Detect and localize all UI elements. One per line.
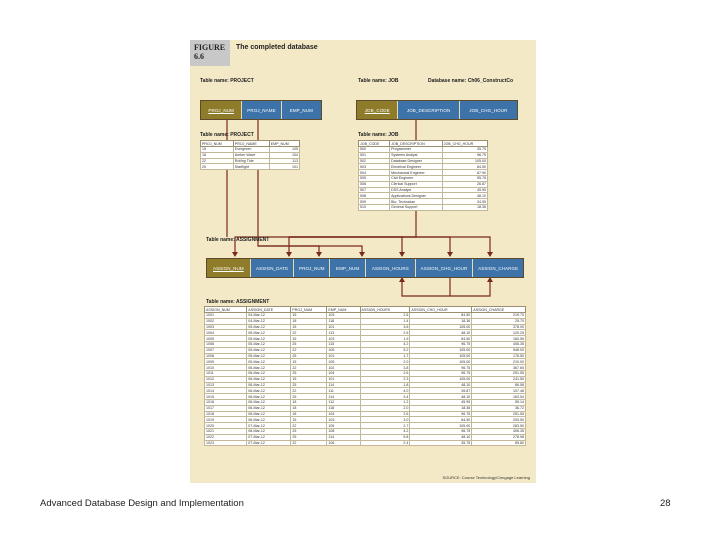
figure-label: FIGURE 6.6 (190, 40, 230, 66)
table-cell: 84.50 (410, 417, 472, 423)
table-cell: 504 (359, 170, 390, 176)
assignment-col-header: ASSIGN_CHARGE (472, 307, 526, 313)
table-cell: 1005 (205, 336, 247, 342)
table-cell: 05-Mar-12 (247, 336, 291, 342)
table-cell: 1009 (205, 359, 247, 365)
table-cell: Database Designer (390, 158, 443, 164)
table-cell: 48.10 (442, 193, 487, 199)
table-cell: 22 (291, 440, 327, 446)
table-cell: 22 (291, 388, 327, 394)
table-cell: 15 (291, 313, 327, 319)
table-cell: 15 (291, 417, 327, 423)
table-cell: 241.50 (472, 376, 526, 382)
table-cell: 104 (269, 152, 299, 158)
table-cell: 500 (359, 147, 390, 153)
job-table (358, 140, 488, 211)
table-cell: 114 (327, 394, 360, 400)
table-cell: 406.35 (472, 428, 526, 434)
table-cell: Amber Wave (233, 152, 269, 158)
table-cell: Civil Engineer (390, 175, 443, 181)
assignment-col-header: ASSIGN_DATE (247, 307, 291, 313)
table-cell: 96.75 (410, 428, 472, 434)
table-cell: 507 (359, 187, 390, 193)
table-cell: 1023 (205, 440, 247, 446)
assignment-key-assign-hours: ASSIGN_HOURS (366, 259, 416, 277)
table-cell: 1001 (205, 313, 247, 319)
table-cell: 178.50 (472, 353, 526, 359)
table-cell: 505 (359, 175, 390, 181)
table-cell: 96.75 (410, 411, 472, 417)
table-cell: 1011 (205, 370, 247, 376)
table-cell: 4.0 (360, 388, 410, 394)
table-cell: 105.00 (410, 324, 472, 330)
table-cell: 25 (291, 382, 327, 388)
table-cell: 18 (201, 152, 234, 158)
link-project-to-assignment-emp (258, 246, 362, 256)
table-cell: 3.8 (360, 365, 410, 371)
assignment-col-header: ASSIGN_CHG_HOUR (410, 307, 472, 313)
assignment-table (204, 306, 526, 446)
table-cell: 103 (327, 417, 360, 423)
table-cell: 104 (327, 370, 360, 376)
assignment-col-header: EMP_NUM (327, 307, 360, 313)
table-cell: 101 (327, 376, 360, 382)
project-key-proj-num: PROJ_NUM (201, 101, 242, 119)
assignment-col-header: PROJ_NUM (291, 307, 327, 313)
table-cell: 06-Mar-12 (247, 382, 291, 388)
table-cell: 510 (359, 204, 390, 210)
table-cell: 1015 (205, 394, 247, 400)
job-col-header: JOB_DESCRIPTION (390, 141, 443, 147)
table-cell: 3.6 (360, 324, 410, 330)
table-cell: 105 (327, 423, 360, 429)
assignment-key-proj-num: PROJ_NUM (294, 259, 330, 277)
table-cell: 5.2 (360, 347, 410, 353)
table-cell: 84.50 (410, 336, 472, 342)
table-cell: 251.55 (472, 411, 526, 417)
table-cell: 105.00 (410, 353, 472, 359)
table-cell: 2.0 (360, 405, 410, 411)
project-table-caption: Table name: PROJECT (200, 132, 254, 138)
table-cell: 406.35 (472, 341, 526, 347)
table-cell: 22 (291, 423, 327, 429)
table-cell: 219.70 (472, 313, 526, 319)
table-cell: 35.75 (410, 440, 472, 446)
table-cell: 04-Mar-12 (247, 313, 291, 319)
table-cell: 08-Mar-12 (247, 428, 291, 434)
table-cell: 1020 (205, 423, 247, 429)
table-cell: 163.54 (472, 394, 526, 400)
assignment-key-assign-date: ASSIGN_DATE (251, 259, 295, 277)
table-cell: 1006 (205, 341, 247, 347)
table-cell: 114 (327, 434, 360, 440)
table-cell: 1002 (205, 318, 247, 324)
table-cell: 251.55 (472, 370, 526, 376)
table-cell: 105.00 (410, 347, 472, 353)
table-cell: 05-Mar-12 (247, 324, 291, 330)
table-cell: 06-Mar-12 (247, 376, 291, 382)
table-cell: General Support (390, 204, 443, 210)
assignment-table-caption: Table name: ASSIGNMENT (206, 299, 270, 305)
table-cell: 67.90 (442, 170, 487, 176)
table-cell: 96.75 (410, 370, 472, 376)
table-cell: 501 (359, 152, 390, 158)
table-cell: 3.0 (360, 417, 410, 423)
table-cell: 05-Mar-12 (247, 347, 291, 353)
table-cell: Clerical Support (390, 181, 443, 187)
table-cell: 26.87 (410, 388, 472, 394)
table-cell: 26.87 (442, 181, 487, 187)
table-cell: 113 (269, 158, 299, 164)
table-cell: 25.70 (472, 318, 526, 324)
table-cell: 07-Mar-12 (247, 440, 291, 446)
table-cell: Evergreen (233, 147, 269, 153)
table-cell: 15 (291, 336, 327, 342)
table-cell: 502 (359, 158, 390, 164)
job-table-caption: Table name: JOB (358, 132, 399, 138)
table-cell: 06-Mar-12 (247, 417, 291, 423)
table-cell: 105 (269, 147, 299, 153)
table-cell: 04-Mar-12 (247, 318, 291, 324)
table-cell: 105 (327, 359, 360, 365)
table-cell: 85.80 (472, 440, 526, 446)
job-col-header: JOB_CHG_HOUR (442, 141, 487, 147)
table-cell: 15 (201, 147, 234, 153)
project-table (200, 140, 300, 170)
table-cell: Bio. Technician (390, 199, 443, 205)
table-cell: 114 (327, 382, 360, 388)
table-cell: 2.6 (360, 313, 410, 319)
table-cell: 22 (201, 158, 234, 164)
table-cell: Starflight (233, 164, 269, 170)
project-key-proj-name: PROJ_NAME (242, 101, 281, 119)
table-cell: 45.95 (410, 399, 472, 405)
table-cell: 2.3 (360, 376, 410, 382)
table-cell: 1012 (205, 376, 247, 382)
table-cell: 96.75 (410, 365, 472, 371)
table-cell: Systems Analyst (390, 152, 443, 158)
table-cell: 45.95 (442, 187, 487, 193)
table-cell: 96.75 (410, 341, 472, 347)
table-cell: 06-Mar-12 (247, 405, 291, 411)
table-cell: 84.50 (442, 164, 487, 170)
table-cell: 18 (291, 318, 327, 324)
table-cell: 1004 (205, 330, 247, 336)
table-cell: 118 (327, 318, 360, 324)
table-cell: 1010 (205, 365, 247, 371)
table-cell: 25 (291, 370, 327, 376)
table-cell: 06-Mar-12 (247, 411, 291, 417)
table-cell: 06-Mar-12 (247, 394, 291, 400)
assignment-key-emp-num: EMP_NUM (330, 259, 366, 277)
table-cell: 25 (201, 164, 234, 170)
table-cell: 96.75 (442, 152, 487, 158)
table-cell: 55.78 (442, 175, 487, 181)
table-cell: 1.8 (360, 382, 410, 388)
table-cell: Applications Designer (390, 193, 443, 199)
assignment-schema-caption: Table name: ASSIGNMENT (206, 237, 270, 243)
table-cell: 18.36 (442, 204, 487, 210)
table-cell: Electrical Engineer (390, 164, 443, 170)
table-cell: 105.00 (442, 158, 487, 164)
project-key-emp-num: EMP_NUM (282, 101, 321, 119)
table-cell: 22 (291, 365, 327, 371)
table-cell: 05-Mar-12 (247, 353, 291, 359)
table-row (205, 440, 526, 446)
table-cell: 2.4 (360, 440, 410, 446)
table-cell: 25 (291, 434, 327, 440)
table-cell: 278.98 (472, 434, 526, 440)
table-cell: 506 (359, 181, 390, 187)
table-cell: 15 (291, 376, 327, 382)
table-cell: 1008 (205, 353, 247, 359)
table-cell: 35.75 (442, 147, 487, 153)
table-cell: 48.10 (410, 394, 472, 400)
table-cell: 05-Mar-12 (247, 359, 291, 365)
table-cell: 2.0 (360, 359, 410, 365)
table-cell: 1017 (205, 405, 247, 411)
table-cell: 503 (359, 164, 390, 170)
project-col-header: EMP_NUM (269, 141, 299, 147)
table-cell: 102 (327, 365, 360, 371)
assignment-col-header: ASSIGN_NUM (205, 307, 247, 313)
table-cell: 1014 (205, 388, 247, 394)
table-cell: 84.50 (410, 313, 472, 319)
table-cell: 283.50 (472, 423, 526, 429)
table-cell: 1013 (205, 382, 247, 388)
job-col-header: JOB_CODE (359, 141, 390, 147)
figure-source: SOURCE: Course Technology/Cengage Learning (442, 475, 530, 480)
table-cell: 07-Mar-12 (247, 423, 291, 429)
table-cell: 105.00 (410, 423, 472, 429)
table-cell: 06-Mar-12 (247, 365, 291, 371)
table-cell: 105 (327, 347, 360, 353)
table-cell: 1018 (205, 411, 247, 417)
table-cell: 106 (327, 440, 360, 446)
table-cell: 18.36 (410, 405, 472, 411)
table-row (359, 204, 488, 210)
table-row (201, 164, 300, 170)
table-cell: 07-Mar-12 (247, 434, 291, 440)
table-cell: 25 (291, 428, 327, 434)
table-cell: 1.2 (360, 399, 410, 405)
table-cell: 5.8 (360, 434, 410, 440)
table-cell: 15 (291, 359, 327, 365)
table-cell: 06-Mar-12 (247, 388, 291, 394)
table-cell: 104 (327, 411, 360, 417)
table-cell: 2.6 (360, 370, 410, 376)
table-cell: 05-Mar-12 (247, 330, 291, 336)
table-cell: 34.55 (442, 199, 487, 205)
table-cell: 546.00 (472, 347, 526, 353)
table-cell: 378.00 (472, 324, 526, 330)
table-cell: 55.14 (472, 399, 526, 405)
table-cell: 120.25 (472, 330, 526, 336)
table-cell: 108 (327, 428, 360, 434)
job-key-job-chg-hour: JOB_CHG_HOUR (460, 101, 517, 119)
table-cell: 1.7 (360, 353, 410, 359)
table-cell: 4.2 (360, 341, 410, 347)
table-cell: 105.00 (410, 359, 472, 365)
table-cell: Rolling Tide (233, 158, 269, 164)
table-cell: 115 (327, 341, 360, 347)
table-cell: 06-Mar-12 (247, 370, 291, 376)
table-cell: 111 (327, 388, 360, 394)
assignment-col-header: ASSIGN_HOURS (360, 307, 410, 313)
table-cell: DSS Analyst (390, 187, 443, 193)
table-cell: 160.55 (472, 336, 526, 342)
table-cell: Programmer (390, 147, 443, 153)
table-cell: 18.36 (410, 318, 472, 324)
table-cell: 113 (327, 330, 360, 336)
table-cell: 36.72 (472, 405, 526, 411)
table-cell: 1022 (205, 434, 247, 440)
table-cell: 1021 (205, 428, 247, 434)
table-cell: 101 (269, 164, 299, 170)
table-cell: 06-Mar-12 (247, 399, 291, 405)
table-cell: 1.4 (360, 318, 410, 324)
table-cell: 48.10 (410, 382, 472, 388)
project-col-header: PROJ_NAME (233, 141, 269, 147)
footer-course-title: Advanced Database Design and Implementation (40, 498, 244, 509)
table-cell: 253.50 (472, 417, 526, 423)
table-cell: 103 (327, 336, 360, 342)
table-cell: 86.58 (472, 382, 526, 388)
table-cell: 107.48 (472, 388, 526, 394)
figure-panel (190, 40, 536, 483)
job-key-job-description: JOB_DESCRIPTION (398, 101, 459, 119)
table-cell: 48.10 (410, 434, 472, 440)
project-col-header: PROJ_NUM (201, 141, 234, 147)
table-cell: 4.2 (360, 428, 410, 434)
figure-title: The completed database (236, 44, 318, 51)
table-cell: 48.10 (410, 330, 472, 336)
table-cell: 2.7 (360, 423, 410, 429)
table-cell: 18 (291, 411, 327, 417)
table-cell: 25 (291, 341, 327, 347)
assignment-schema-bar (206, 258, 524, 278)
table-cell: 210.00 (472, 359, 526, 365)
job-schema-caption: Table name: JOB (358, 78, 399, 84)
table-cell: 101 (327, 324, 360, 330)
table-cell: 18 (291, 405, 327, 411)
table-cell: 103 (327, 313, 360, 319)
table-cell: 18 (291, 399, 327, 405)
table-cell: 05-Mar-12 (247, 341, 291, 347)
table-cell: Mechanical Engineer (390, 170, 443, 176)
assignment-key-assign-charge: ASSIGN_CHARGE (473, 259, 523, 277)
database-name: Database name: Ch06_ConstructCo (428, 78, 514, 84)
table-cell: 1003 (205, 324, 247, 330)
assignment-key-assign-chg-hour: ASSIGN_CHG_HOUR (416, 259, 474, 277)
table-cell: 112 (327, 399, 360, 405)
table-cell: 1.9 (360, 336, 410, 342)
project-schema-bar (200, 100, 322, 120)
table-cell: 367.65 (472, 365, 526, 371)
table-cell: 118 (327, 405, 360, 411)
table-cell: 1019 (205, 417, 247, 423)
table-cell: 508 (359, 193, 390, 199)
assignment-key-assign-num: ASSIGN_NUM (207, 259, 251, 277)
table-cell: 15 (291, 324, 327, 330)
job-schema-bar (356, 100, 518, 120)
table-cell: 2.6 (360, 411, 410, 417)
table-cell: 22 (291, 330, 327, 336)
table-cell: 509 (359, 199, 390, 205)
table-cell: 25 (291, 353, 327, 359)
footer-page-number: 28 (660, 498, 671, 509)
table-cell: 2.5 (360, 330, 410, 336)
table-cell: 25 (291, 394, 327, 400)
project-schema-caption: Table name: PROJECT (200, 78, 254, 84)
job-key-job-code: JOB_CODE (357, 101, 398, 119)
table-cell: 101 (327, 353, 360, 359)
table-cell: 1007 (205, 347, 247, 353)
table-cell: 3.4 (360, 394, 410, 400)
table-cell: 105.00 (410, 376, 472, 382)
link-assignment-charge-calc (402, 278, 490, 296)
table-cell: 1016 (205, 399, 247, 405)
table-cell: 22 (291, 347, 327, 353)
